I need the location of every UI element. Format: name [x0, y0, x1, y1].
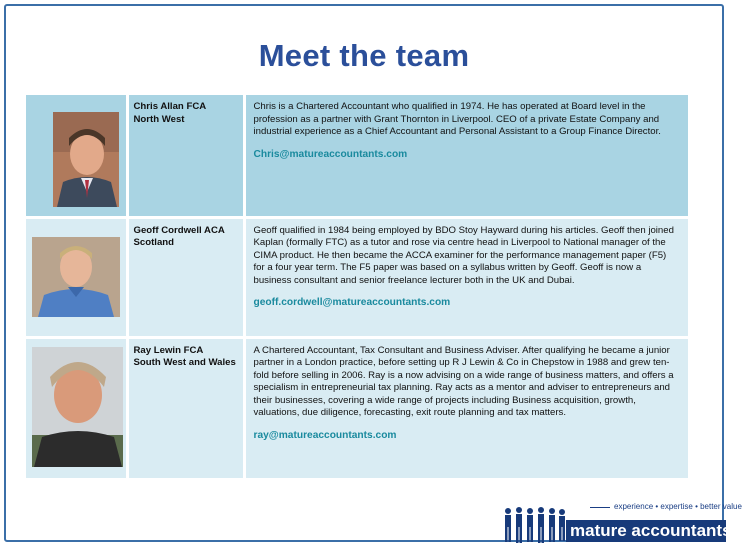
member-region: North West: [133, 113, 185, 125]
member-bio-cell: [244, 95, 688, 217]
photo-cell: [26, 337, 127, 479]
member-bio: Geoff qualified in 1984 being employed by BDO Stoy Hayward during his articles. Geoff then joined Kaplan (formally FTC) as a tutor and rose via centre head in Liverpool to National manager of the CIMA product. He then became the ACCA examiner for the performance management paper (F5) for a four year term. The F5 paper was based on a syllabus written by Geoff. Geoff is now a business consultant and senior freelance lecturer both in the UK and Dubai.: [253, 224, 674, 286]
team-member-photo: [32, 237, 120, 317]
footer-divider: [590, 507, 610, 508]
member-name: Ray Lewin FCA: [133, 344, 204, 356]
team-row: [26, 95, 688, 217]
photo-cell: [26, 95, 127, 217]
team-row: [26, 337, 688, 479]
member-bio: Chris is a Chartered Accountant who qualified in 1974. He has operated at Board level in the profession as a partner with Grant Thornton in Liverpool. CEO of a private Estate Company and industrial experience as a Chief Accountant and Personal Assistant to a Group Finance Director.: [253, 101, 661, 138]
member-region: Scotland: [133, 237, 175, 249]
member-email-link[interactable]: geoff.cordwell@matureaccountants.com: [253, 297, 451, 309]
team-row: [26, 217, 688, 337]
team-table: [26, 95, 688, 481]
member-name-cell: [127, 217, 244, 337]
member-name: Geoff Cordwell ACA: [133, 224, 225, 236]
member-name-cell: [127, 95, 244, 217]
member-name-cell: [127, 337, 244, 479]
member-email-link[interactable]: Chris@matureaccountants.com: [253, 148, 408, 160]
member-email-link[interactable]: ray@matureaccountants.com: [253, 430, 397, 442]
member-region: South West and Wales: [133, 357, 236, 369]
member-name: Chris Allan FCA: [133, 101, 207, 112]
team-member-photo: [32, 347, 123, 467]
footer-tagline: experience • expertise • better value: [614, 502, 742, 511]
slide-title: Meet the team: [258, 38, 470, 73]
people-logo-icon: [502, 506, 566, 549]
brand-logo: mature accountants: [566, 520, 726, 542]
member-bio: A Chartered Accountant, Tax Consultant and Business Adviser. After qualifying he became a junior partner in a London practice, before setting up R J Lewin & Co in Chepstow in 1988 and grew ten-fold before selling in 2006. Ray is a now advising on a wide range of business matters, and offers a specialism in entrepreneurial tax planning. Ray acts as a mentor and adviser to entrepreneurs and their businesses, covering a wide range of projects including Business acquisition, growth, valuations, due diligence, forecasting, exit route planning and tax matters.: [253, 344, 674, 419]
photo-cell: [26, 217, 127, 337]
member-bio-cell: [244, 217, 688, 337]
member-bio-cell: [244, 337, 688, 479]
team-member-photo: [53, 112, 119, 207]
